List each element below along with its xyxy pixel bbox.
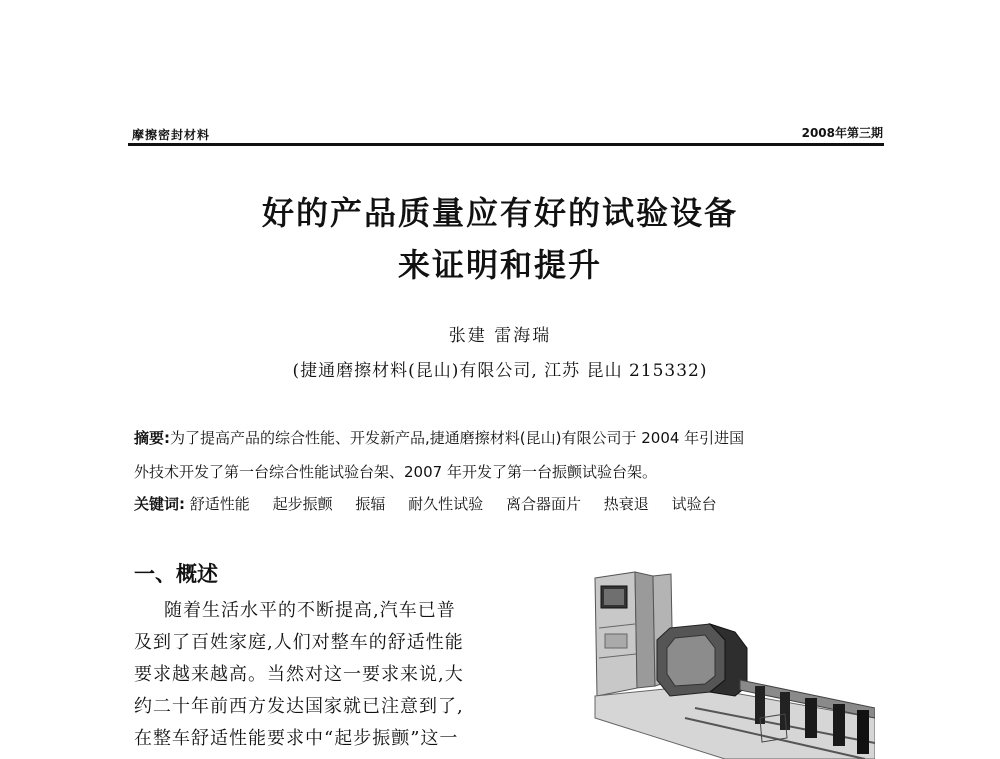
journal-name: 摩擦密封材料 [132,128,211,142]
keyword: 试验台 [671,495,717,513]
abstract-label: 摘要: [134,429,170,447]
authors: 张建 雷海瑞 [448,326,552,346]
section-heading: 一、概述 [134,562,218,586]
issue-number: 2008年第三期 [801,126,883,140]
keyword: 舒适性能 [189,495,250,513]
keywords [134,493,735,514]
article-title-line-1: 好的产品质量应有好的试验设备 [261,194,738,232]
affiliation: (捷通磨擦材料(昆山)有限公司, 江苏 昆山 215332) [292,361,708,381]
body-line: 在整车舒适性能要求中“起步振颤”这一 [134,728,459,749]
keyword: 耐久性试验 [408,495,484,513]
body-line: 随着生活水平的不断提高,汽车已普 [164,600,456,621]
body-line: 及到了百姓家庭,人们对整车的舒适性能 [134,632,464,653]
keyword: 起步振颤 [272,495,333,513]
test-rig-photo [575,568,875,759]
keyword: 振辐 [355,495,386,513]
keyword: 热衰退 [603,495,649,513]
abstract-text-1: 为了提高产品的综合性能、开发新产品,捷通磨擦材料(昆山)有限公司于 2004 年引进国 [170,429,745,447]
keywords-label: 关键词: [134,495,185,513]
body-line: 约二十年前西方发达国家就已注意到了, [134,696,464,717]
abstract-line-1 [134,427,744,448]
body-line: 要求越来越高。当然对这一要求来说,大 [134,664,464,685]
header-rule [128,143,884,146]
keyword: 离合器面片 [505,495,581,513]
article-title-line-2: 来证明和提升 [397,246,602,284]
abstract-line-2: 外技术开发了第一台综合性能试验台架、2007 年开发了第一台振颤试验台架。 [134,463,657,481]
